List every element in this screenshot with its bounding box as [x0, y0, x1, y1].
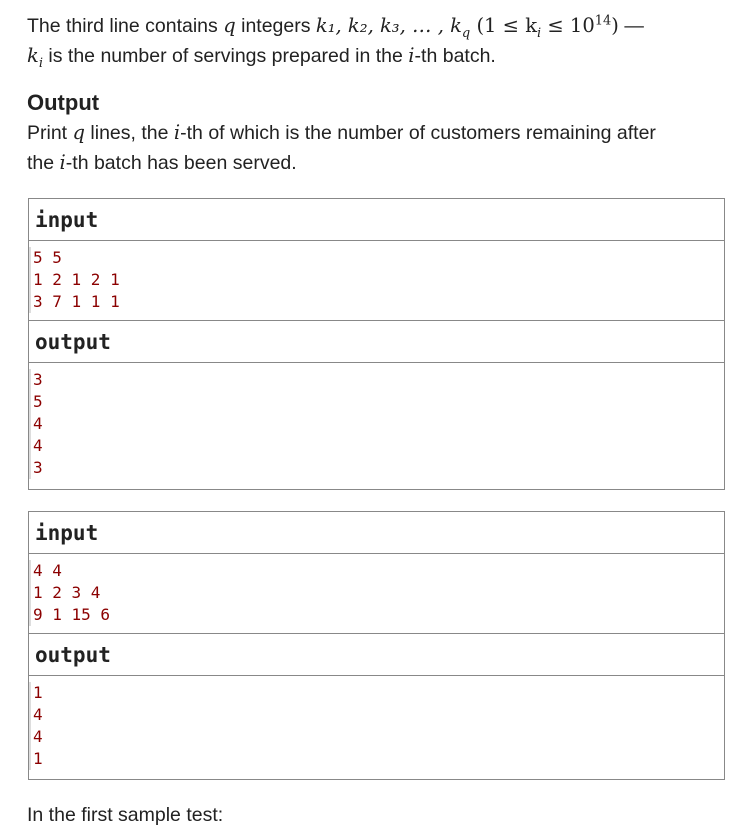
- math-var-q: q: [223, 14, 236, 37]
- sample-input-line: 3 7 1 1 1: [29, 291, 724, 313]
- sample-output-line: 1: [29, 682, 724, 704]
- output-paragraph: [27, 118, 727, 178]
- input-spec-line-1: [27, 11, 727, 41]
- sample-input-line: 4 4: [29, 560, 724, 582]
- sample-test-2: [28, 511, 725, 780]
- input-spec-text: is the number of servings prepared in the: [43, 45, 409, 67]
- output-text: -th of which is the number of customers remaining after: [180, 122, 656, 144]
- output-text: the: [27, 152, 60, 174]
- sample-output-line: 1: [29, 748, 724, 770]
- sample-input-label: input: [29, 199, 724, 241]
- em-dash: —: [618, 15, 644, 37]
- math-var-i: i: [59, 151, 66, 174]
- sample-test-1: [28, 198, 725, 490]
- sample-output-label: output: [29, 634, 724, 676]
- sample-output-line: 3: [29, 369, 724, 391]
- math-sequence-k: k₁, k₂, k₃, … , k: [315, 14, 462, 37]
- sample-input-line: 1 2 3 4: [29, 582, 724, 604]
- math-var-k: k: [27, 44, 39, 67]
- sample-input-line: 9 1 15 6: [29, 604, 724, 626]
- math-range: ): [611, 14, 619, 37]
- sample-input-line: 5 5: [29, 247, 724, 269]
- output-line-1: [27, 118, 727, 148]
- note-text: In the first sample test:: [27, 804, 224, 826]
- output-heading: Output: [27, 90, 100, 115]
- sample-output-block[interactable]: [29, 676, 724, 779]
- math-var-q: q: [72, 121, 85, 144]
- sample-output-line: 3: [29, 457, 724, 479]
- math-subscript: i: [38, 55, 43, 71]
- math-var-i: i: [408, 44, 415, 67]
- input-spec-paragraph: [27, 11, 727, 71]
- sample-output-block[interactable]: [29, 363, 724, 489]
- sample-output-line: 5: [29, 391, 724, 413]
- input-spec-text: The third line contains: [27, 15, 224, 37]
- sample-input-block[interactable]: [29, 554, 724, 634]
- math-range: (1 ≤ k: [470, 14, 538, 37]
- input-spec-text: -th batch.: [414, 45, 496, 67]
- input-spec-line-2: [27, 41, 727, 71]
- math-subscript: q: [461, 25, 471, 41]
- sample-output-line: 4: [29, 413, 724, 435]
- math-range: ≤ 10: [541, 14, 595, 37]
- math-subscript: i: [537, 25, 542, 41]
- output-line-2: [27, 148, 727, 178]
- sample-output-line: 4: [29, 726, 724, 748]
- output-text: -th batch has been served.: [65, 152, 297, 174]
- output-text: lines, the: [85, 122, 174, 144]
- sample-output-label: output: [29, 321, 724, 363]
- math-var-i: i: [173, 121, 181, 144]
- sample-input-line: 1 2 1 2 1: [29, 269, 724, 291]
- sample-input-block[interactable]: [29, 241, 724, 321]
- input-spec-text: integers: [235, 15, 316, 37]
- sample-output-line: 4: [29, 435, 724, 457]
- sample-input-label: input: [29, 512, 724, 554]
- math-superscript: 14: [594, 13, 612, 29]
- output-text: Print: [27, 122, 73, 144]
- sample-output-line: 4: [29, 704, 724, 726]
